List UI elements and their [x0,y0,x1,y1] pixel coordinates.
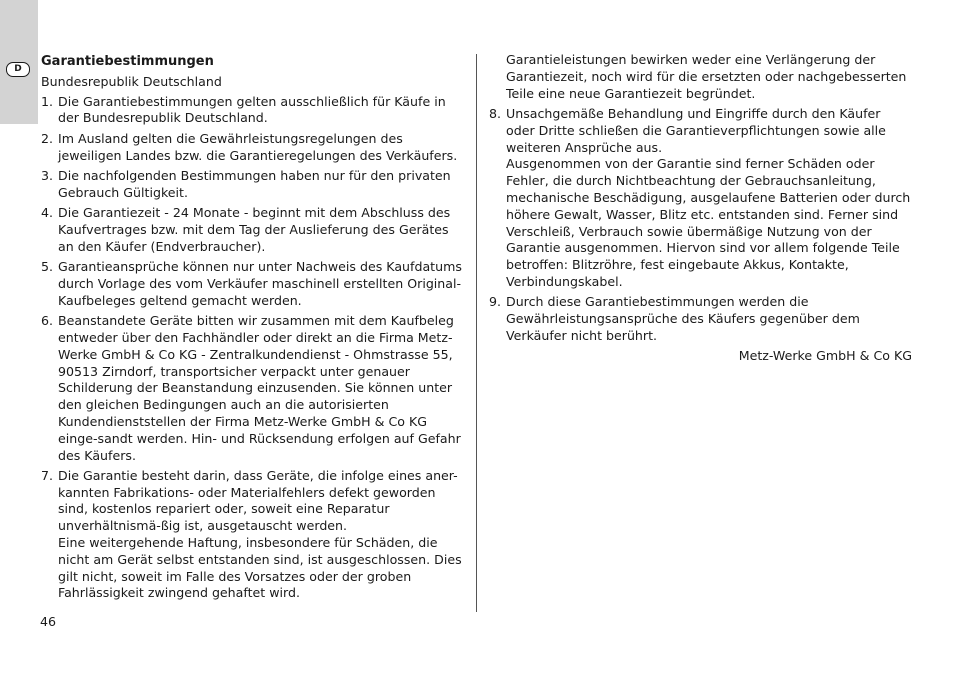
language-side-tab [0,0,38,124]
list-item-number: 9. [489,294,502,310]
list-item [41,313,465,464]
list-item-paragraph: Ausgenommen von der Garantie sind ferner Schäden oder Fehler, die durch Nichtbeachtung der Gebrauchsanleitung, mechanische Beschädigung, ausgelaufene Batterien oder durch höhere Gewalt, Wasser, Blitz etc. entstanden sind. Ferner sind Verschleiß, Verbrauch sowie übermäßige Nutzung von der Garantie ausgenommen. Hiervon sind vor allem folgende Teile betroffen: Blitzröhre, fest eingebaute Akkus, Kontakte, Verbindungskabel. [506,156,911,289]
list-item-number: 2. [41,130,54,146]
list-item-text [58,168,465,202]
list-item [41,205,465,255]
left-column [41,52,465,606]
list-item-paragraph: Unsachgemäße Behandlung und Eingriffe durch den Käufer oder Dritte schließen die Garantieverpflichtungen sowie alle weiteren Ansprüche aus. [506,105,886,155]
list-item-text [506,294,912,344]
column-divider [476,54,477,612]
list-item [489,294,912,344]
list-item-paragraph: Die nachfolgenden Bestimmungen haben nur für den privaten Gebrauch Gültigkeit. [58,167,451,200]
list-item-paragraph: Die Garantiebestimmungen gelten ausschließlich für Käufe in der Bundesrepublik Deutschland. [58,93,446,126]
list-item-number: 3. [41,167,54,183]
list-item [41,468,465,602]
list-item-number: 4. [41,205,54,221]
signature: Metz-Werke GmbH & Co KG [738,348,912,364]
list-item-text [58,259,465,309]
list-item-paragraph: Die Garantie besteht darin, dass Geräte, die infolge eines aner-kannten Fabrikations- oder Materialfehlers defekt geworden sind, kostenlos repariert oder, soweit eine Reparatur unverhältnismä-ßig ist, ausgetauscht werden. [58,467,458,534]
list-item-number: 1. [41,93,54,109]
list-item-paragraph: Beanstandete Geräte bitten wir zusammen mit dem Kaufbeleg entweder über den Fachhändler oder direkt an die Firma Metz-Werke GmbH & Co KG - Zentralkundendienst - Ohmstrasse 55, 90513 Zirndorf, transportsicher verpackt unter genauer Schilderung der Beanstandung einzusenden. Sie können unter den gleichen Bedingungen auch an die autorisierten Kundendienststellen der Firma Metz-Werke GmbH & Co KG einge-sandt werden. Hin- und Rücksendung erfolgen auf Gefahr des Käufers. [58,313,461,463]
list-item-paragraph: Im Ausland gelten die Gewährleistungsregelungen des jeweiligen Landes bzw. die Garantieregelungen des Verkäufers. [58,130,458,163]
list-item-paragraph: Die Garantiezeit - 24 Monate - beginnt mit dem Abschluss des Kaufvertrages bzw. mit dem Tag der Auslieferung des Gerätes an den Käufer (Endverbraucher). [58,205,451,254]
list-item-text [58,131,465,165]
list-item-text [58,205,465,255]
list-item [489,106,912,291]
list-item-paragraph: Eine weitergehende Haftung, insbesondere für Schäden, die nicht am Gerät selbst entstanden sind, ist ausgeschlossen. Dies gilt nicht, soweit im Falle des Vorsatzes oder der groben Fahrlässigkeit zwingend gehaftet wird. [58,535,462,601]
list-item [41,94,465,128]
list-item [41,131,465,165]
list-item-number: 5. [41,259,54,275]
list-item-number: 6. [41,313,54,329]
list-item-text [58,94,465,128]
list-item-number: 7. [41,467,54,483]
list-item [41,168,465,202]
left-item-list [41,94,465,603]
list-item [41,259,465,309]
right-item-list [489,106,912,345]
list-item-text [506,106,912,291]
page-title: Garantiebestimmungen [41,54,214,69]
list-item-paragraph: Garantieansprüche können nur unter Nachweis des Kaufdatums durch Vorlage des vom Verkäufer maschinell erstellten Original-Kaufbeleges geltend gemacht werden. [58,259,462,308]
right-column [489,52,912,365]
list-item-number: 8. [489,105,502,121]
item-7-continuation: Garantieleistungen bewirken weder eine Verlängerung der Garantiezeit, noch wird für die ersetzten oder nachgebesserten Teile eine neue Garantiezeit begründet. [506,52,907,101]
list-item-paragraph: Durch diese Garantiebestimmungen werden die Gewährleistungsansprüche des Käufers gegenüber dem Verkäufer nicht berührt. [506,294,860,343]
list-item-text [58,313,465,464]
language-badge: D [6,62,30,77]
page-subtitle: Bundesrepublik Deutschland [41,73,222,89]
page-number: 46 [40,614,57,629]
list-item-text [58,468,465,602]
